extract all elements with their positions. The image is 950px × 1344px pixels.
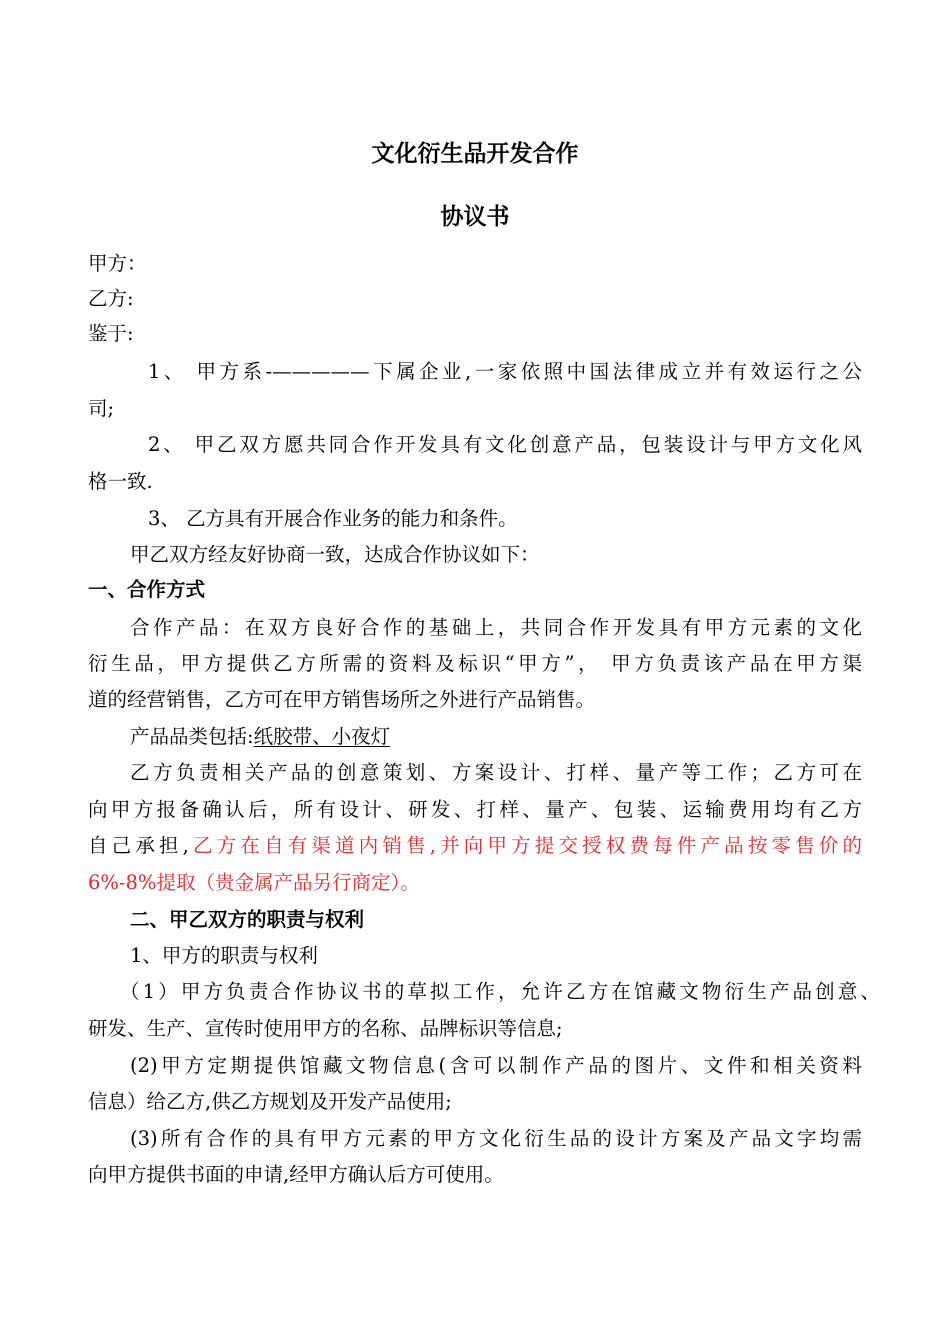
product-category-items: 纸胶带、小夜灯	[253, 725, 391, 748]
whereas-item-1-cont: 司;	[88, 397, 115, 420]
whereas-item-2-cont: 格一致.	[88, 470, 153, 493]
clause-1-line-1: （1）甲方负责合作协议书的草拟工作，允许乙方在馆藏文物衍生产品创意、	[120, 980, 880, 1003]
product-category-line	[130, 725, 390, 749]
party-b-duty-line-2: 向甲方报备确认后，所有设计、研发、打样、量产、包装、运输费用均有乙方	[88, 798, 862, 821]
document-title: 文化衍生品开发合作	[371, 141, 579, 167]
party-a-label: 甲方：	[88, 252, 147, 275]
subsection-1-heading: 1、甲方的职责与权利	[130, 944, 318, 967]
agreement-intro: 甲乙双方经友好协商一致，达成合作协议如下：	[130, 543, 540, 566]
cooperation-product-line-3: 道的经营销售，乙方可在甲方销售场所之外进行产品销售。	[88, 688, 596, 711]
product-category-label: 产品品类包括:	[130, 725, 254, 748]
party-b-label: 乙方:	[88, 287, 134, 310]
clause-2-line-1: (2)甲方定期提供馆藏文物信息(含可以制作产品的图片、文件和相关资料	[130, 1054, 862, 1077]
clause-3-line-1: (3)所有合作的具有甲方元素的甲方文化衍生品的设计方案及产品文字均需	[130, 1127, 862, 1150]
clause-1-line-2: 研发、生产、宣传时使用甲方的名称、品牌标识等信息;	[88, 1017, 563, 1040]
whereas-item-2: 2、 甲乙双方愿共同合作开发具有文化创意产品，包装设计与甲方文化风	[148, 433, 862, 456]
whereas-label: 鉴于:	[88, 322, 134, 345]
whereas-item-1: 1、 甲方系-—————下属企业,一家依照中国法律成立并有效运行之公	[148, 360, 862, 383]
party-b-duty-text: 自己承担,	[88, 834, 189, 857]
royalty-clause-cont: 6%-8%提取（贵金属产品另行商定）。	[88, 871, 420, 894]
cooperation-product-line-2: 衍生品，甲方提供乙方所需的资料及标识“甲方”， 甲方负责该产品在甲方渠	[88, 652, 862, 675]
cooperation-product-line-1: 合作产品：在双方良好合作的基础上，共同合作开发具有甲方元素的文化	[130, 616, 862, 639]
party-b-duty-line-3	[88, 834, 862, 858]
document-subtitle: 协议书	[440, 204, 510, 230]
clause-3-line-2: 向甲方提供书面的申请,经甲方确认后方可使用。	[88, 1163, 504, 1186]
party-b-duty-line-1: 乙方负责相关产品的创意策划、方案设计、打样、量产等工作；乙方可在	[130, 761, 862, 784]
royalty-clause: 乙方在自有渠道内销售,并向甲方提交授权费每件产品按零售价的	[188, 834, 863, 857]
whereas-item-3: 3、 乙方具有开展合作业务的能力和条件。	[148, 507, 518, 530]
section-2-heading: 二、甲乙双方的职责与权利	[130, 908, 365, 931]
section-1-heading: 一、合作方式	[88, 578, 206, 601]
clause-2-line-2: 信息）给乙方,供乙方规划及开发产品使用;	[88, 1090, 452, 1113]
